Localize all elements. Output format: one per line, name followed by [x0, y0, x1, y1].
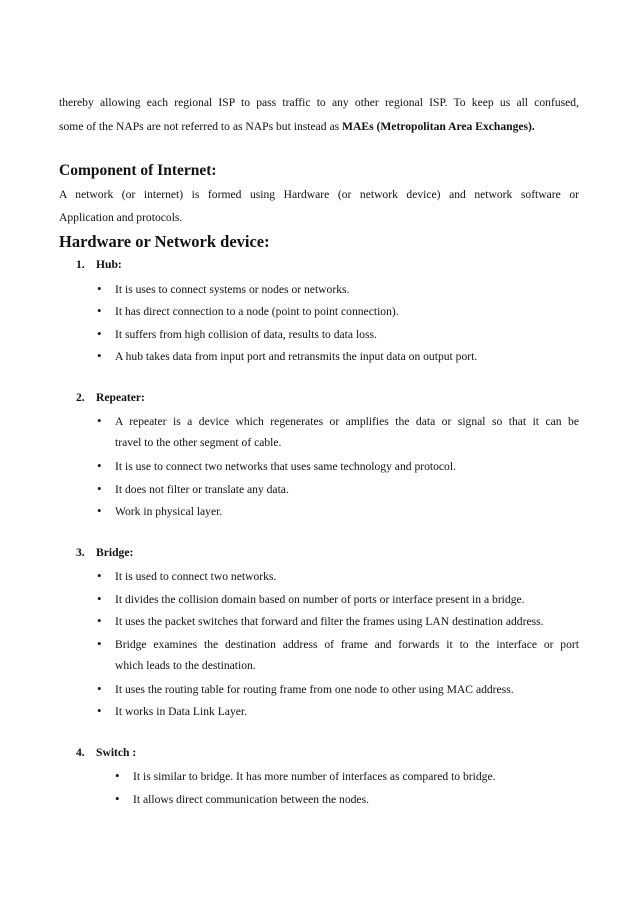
bullet-icon: • [97, 458, 102, 473]
list-item-text: It is uses to connect systems or nodes or networks. [115, 283, 350, 296]
section-repeater-heading [76, 390, 145, 406]
list-item [97, 568, 276, 585]
bullet-icon: • [115, 768, 120, 783]
list-item-text: It has direct connection to a node (point to point connection). [115, 305, 399, 318]
list-item-text: It uses the packet switches that forward and filter the frames using LAN destination address. [115, 615, 544, 628]
bullet-icon: • [97, 636, 102, 651]
list-item-text: It allows direct communication between the nodes. [133, 793, 369, 806]
section-number: 2. [76, 391, 85, 404]
list-item [115, 768, 496, 785]
section-number: 3. [76, 546, 85, 559]
list-item [115, 791, 369, 808]
list-item-text: It does not filter or translate any data. [115, 483, 289, 496]
list-item [97, 636, 579, 653]
list-item [97, 591, 525, 608]
bullet-icon: • [97, 681, 102, 696]
section-bridge-heading [76, 545, 133, 561]
section-number: 1. [76, 258, 85, 271]
bullet-icon: • [97, 348, 102, 363]
section-switch-heading [76, 745, 136, 761]
bullet-icon: • [97, 568, 102, 583]
list-item [97, 503, 222, 520]
list-item [97, 458, 456, 475]
intro-line-2 [59, 119, 579, 135]
component-heading: Component of Internet: [59, 162, 217, 179]
bullet-icon: • [97, 481, 102, 496]
section-title: Bridge: [96, 546, 134, 559]
intro-line-2-bold: MAEs (Metropolitan Area Exchanges). [342, 120, 535, 133]
bullet-icon: • [97, 326, 102, 341]
list-item [97, 681, 514, 698]
section-title: Switch : [96, 746, 137, 759]
list-item-text: A hub takes data from input port and retransmits the input data on output port. [115, 350, 478, 363]
section-title: Repeater: [96, 391, 145, 404]
section-hub-heading [76, 257, 122, 273]
bullet-icon: • [115, 791, 120, 806]
list-item [97, 281, 349, 298]
hardware-heading: Hardware or Network device: [59, 232, 270, 251]
list-item-text: It is used to connect two networks. [115, 570, 277, 583]
list-item-text: It suffers from high collision of data, results to data loss. [115, 328, 377, 341]
list-item-text: A repeater is a device which regenerates or amplifies the data or signal so that it can be [115, 415, 579, 428]
component-paragraph-line-2: Application and protocols. [59, 211, 183, 224]
bullet-icon: • [97, 613, 102, 628]
list-item [97, 703, 247, 720]
list-item-text: It works in Data Link Layer. [115, 705, 248, 718]
intro-line-2-text: some of the NAPs are not referred to as NAPs but instead as [59, 120, 343, 133]
list-item-text: It divides the collision domain based on number of ports or interface present in a bridge. [115, 593, 525, 606]
list-item [97, 413, 579, 430]
list-item-continuation: which leads to the destination. [115, 659, 256, 672]
list-item-text: Work in physical layer. [115, 505, 223, 518]
list-item-continuation: travel to the other segment of cable. [115, 436, 282, 449]
bullet-icon: • [97, 503, 102, 518]
list-item-text: It is similar to bridge. It has more number of interfaces as compared to bridge. [133, 770, 496, 783]
bullet-icon: • [97, 281, 102, 296]
bullet-icon: • [97, 591, 102, 606]
list-item-text: It uses the routing table for routing frame from one node to other using MAC address. [115, 683, 514, 696]
list-item [97, 481, 289, 498]
list-item [97, 303, 399, 320]
list-item-text: Bridge examines the destination address of frame and forwards it to the interface or port [115, 638, 579, 651]
section-number: 4. [76, 746, 85, 759]
section-title: Hub: [96, 258, 122, 271]
list-item [97, 326, 377, 343]
bullet-icon: • [97, 413, 102, 428]
list-item [97, 348, 477, 365]
component-paragraph-line-1: A network (or internet) is formed using Hardware (or network device) and network software or [59, 188, 579, 201]
list-item [97, 613, 544, 630]
bullet-icon: • [97, 703, 102, 718]
bullet-icon: • [97, 303, 102, 318]
intro-line-1: thereby allowing each regional ISP to pass traffic to any other regional ISP. To keep us all confused, [59, 96, 579, 109]
list-item-text: It is use to connect two networks that uses same technology and protocol. [115, 460, 456, 473]
